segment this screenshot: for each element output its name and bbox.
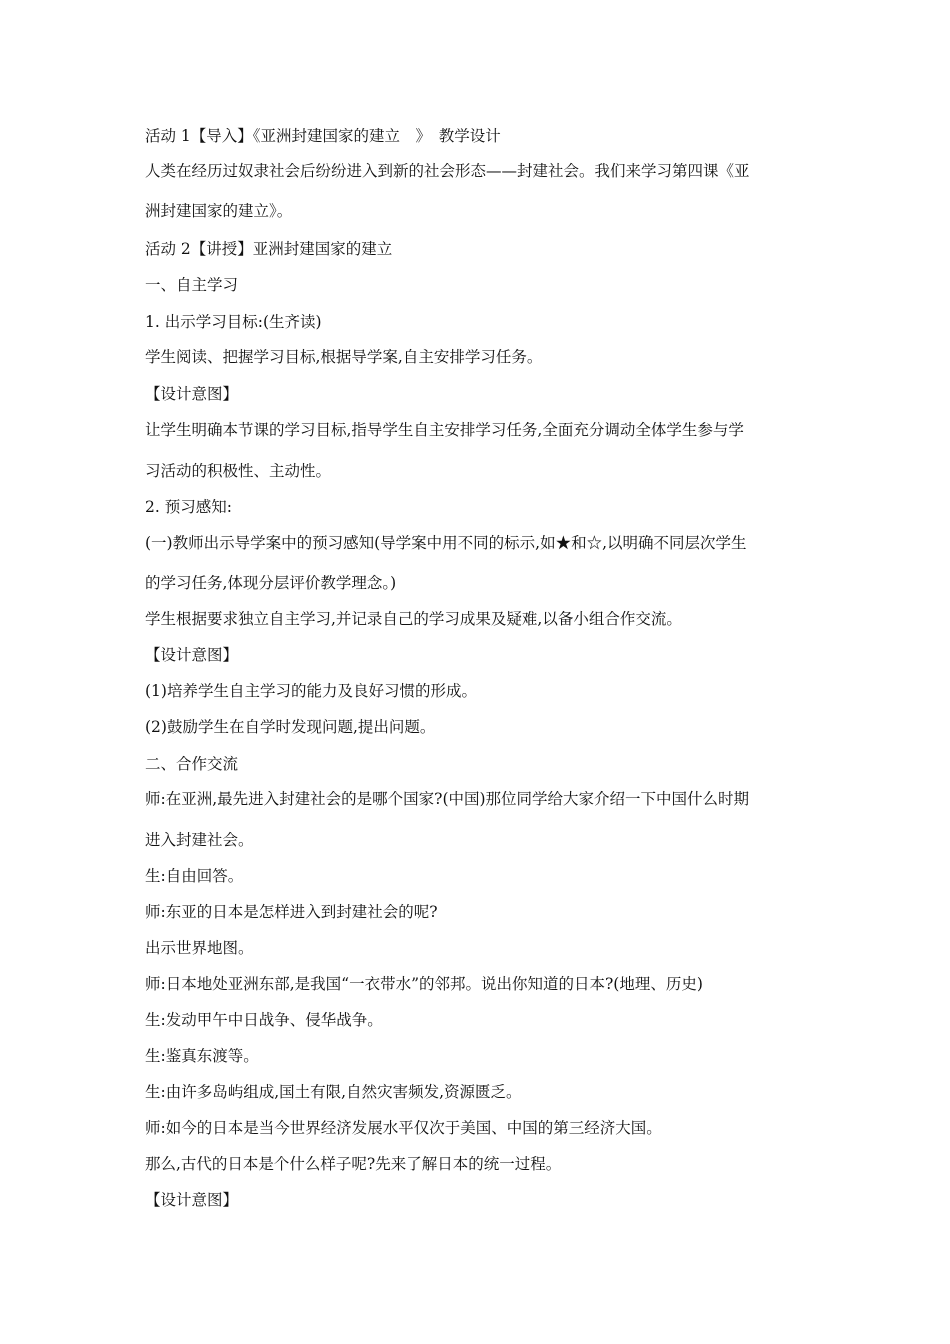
section-heading: 二、合作交流: [145, 755, 239, 773]
paragraph-line: 生:鉴真东渡等。: [145, 1047, 259, 1065]
paragraph-line: 习活动的积极性、主动性。: [145, 462, 332, 480]
paragraph-line: 生:由许多岛屿组成,国土有限,自然灾害频发,资源匮乏。: [145, 1083, 522, 1101]
activity-2-heading: 活动 2【讲授】亚洲封建国家的建立: [145, 240, 393, 258]
design-intent-label: 【设计意图】: [145, 385, 239, 403]
paragraph-line: 进入封建社会。: [145, 831, 254, 849]
activity-1-heading: 活动 1【导入】《亚洲封建国家的建立 》 教学设计: [145, 127, 501, 145]
section-heading: 一、自主学习: [145, 276, 239, 294]
paragraph-line: 师:东亚的日本是怎样进入到封建社会的呢?: [145, 903, 438, 921]
paragraph-line: 那么,古代的日本是个什么样子呢?先来了解日本的统一过程。: [145, 1155, 562, 1173]
paragraph-line: (1)培养学生自主学习的能力及良好习惯的形成。: [145, 682, 477, 700]
paragraph-line: (2)鼓励学生在自学时发现问题,提出问题。: [145, 718, 436, 736]
paragraph-line: 学生根据要求独立自主学习,并记录自己的学习成果及疑难,以备小组合作交流。: [145, 610, 682, 628]
paragraph-line: 1. 出示学习目标:(生齐读): [145, 313, 322, 331]
paragraph-line: 人类在经历过奴隶社会后纷纷进入到新的社会形态——封建社会。我们来学习第四课《亚: [145, 162, 750, 180]
paragraph-line: 让学生明确本节课的学习目标,指导学生自主安排学习任务,全面充分调动全体学生参与学: [145, 421, 744, 439]
paragraph-line: 师:日本地处亚洲东部,是我国“一衣带水”的邻邦。说出你知道的日本?(地理、历史): [145, 975, 703, 993]
paragraph-line: 师:如今的日本是当今世界经济发展水平仅次于美国、中国的第三经济大国。: [145, 1119, 662, 1137]
paragraph-line: 2. 预习感知:: [145, 498, 232, 516]
paragraph-line: 生:发动甲午中日战争、侵华战争。: [145, 1011, 383, 1029]
paragraph-line: 出示世界地图。: [145, 939, 254, 957]
paragraph-line: 师:在亚洲,最先进入封建社会的是哪个国家?(中国)那位同学给大家介绍一下中国什么时期: [145, 790, 750, 808]
design-intent-label: 【设计意图】: [145, 1191, 239, 1209]
paragraph-line: (一)教师出示导学案中的预习感知(导学案中用不同的标示,如★和☆,以明确不同层次学生: [145, 534, 747, 552]
paragraph-line: 洲封建国家的建立》。: [145, 202, 293, 220]
paragraph-line: 学生阅读、把握学习目标,根据导学案,自主安排学习任务。: [145, 348, 543, 366]
paragraph-line: 生:自由回答。: [145, 867, 244, 885]
paragraph-line: 的学习任务,体现分层评价教学理念。): [145, 574, 397, 592]
design-intent-label: 【设计意图】: [145, 646, 239, 664]
